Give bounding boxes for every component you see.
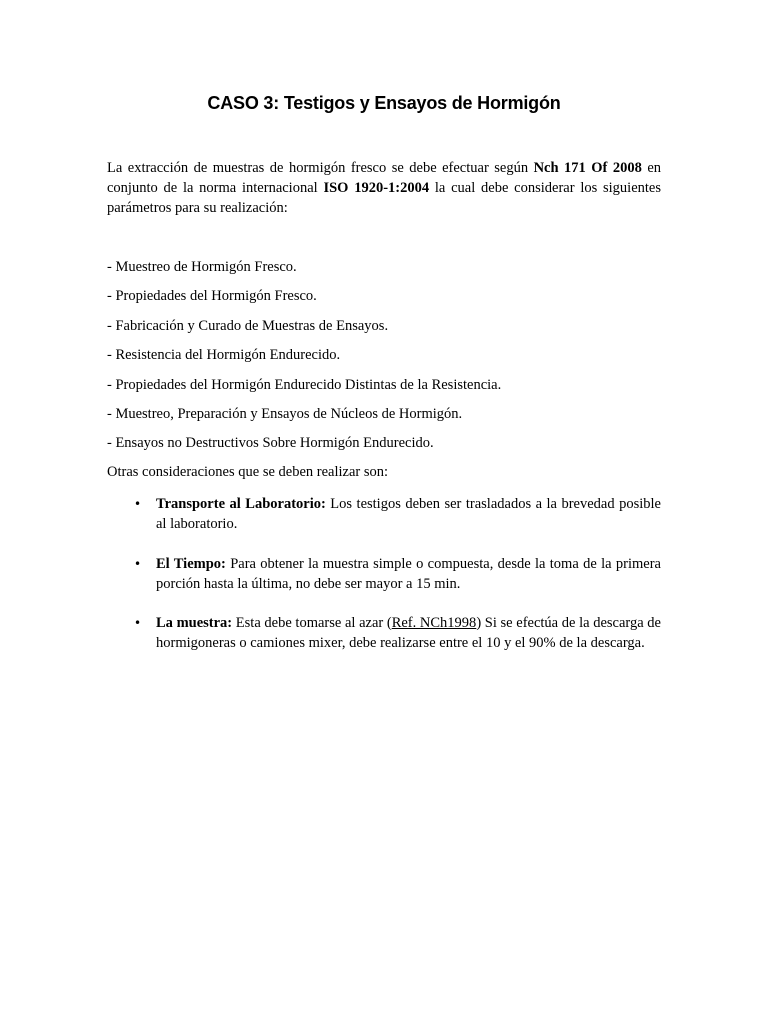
list-item: - Resistencia del Hormigón Endurecido. xyxy=(107,347,341,364)
list-item: - Ensayos no Destructivos Sobre Hormigón Endurecido. xyxy=(107,435,434,452)
list-item: - Fabricación y Curado de Muestras de Ensayos. xyxy=(107,317,389,334)
bullet-item-muestra xyxy=(107,613,661,653)
bullet-item-transporte xyxy=(107,494,661,534)
list-item: - Propiedades del Hormigón Endurecido Distintas de la Resistencia. xyxy=(107,376,502,393)
list-item: - Propiedades del Hormigón Fresco. xyxy=(107,288,317,305)
bullet-text: Los testigos deben ser trasladados a la brevedad posible al laboratorio. xyxy=(156,496,661,532)
bullet-item-tiempo xyxy=(107,554,661,594)
intro-text-1: La extracción de muestras de hormigón fresco se debe efectuar según xyxy=(107,160,534,176)
bullet-text: ) Si se efectúa de la descarga de hormigoneras o camiones mixer, debe realizarse entre el 10 y el 90% de la descarga. xyxy=(156,615,661,651)
bullet-label: Transporte al Laboratorio: xyxy=(156,496,326,512)
bullet-label: El Tiempo: xyxy=(156,556,226,572)
parameter-list xyxy=(107,257,661,463)
bullet-dot-icon: • xyxy=(134,497,142,511)
bullet-label: La muestra: xyxy=(156,615,233,631)
considerations-heading: Otras consideraciones que se deben realizar son: xyxy=(107,464,389,480)
bullet-dot-icon: • xyxy=(134,557,142,571)
reference-link[interactable]: Ref. NCh1998 xyxy=(391,615,477,631)
bullet-dot-icon: • xyxy=(134,616,142,630)
list-item: - Muestreo, Preparación y Ensayos de Núcleos de Hormigón. xyxy=(107,405,463,422)
intro-text-3: la cual debe considerar los siguientes parámetros para su realización: xyxy=(107,180,661,216)
norm-nch-171: Nch 171 Of 2008 xyxy=(533,160,642,176)
norm-iso-1920: ISO 1920-1:2004 xyxy=(323,180,430,196)
list-item: - Muestreo de Hormigón Fresco. xyxy=(107,259,297,275)
page-title: CASO 3: Testigos y Ensayos de Hormigón xyxy=(207,93,561,113)
bullet-text: Para obtener la muestra simple o compuesta, desde la toma de la primera porción hasta la última, no debe ser mayor a 15 min. xyxy=(156,556,661,592)
intro-paragraph xyxy=(107,158,661,218)
intro-text-2: en conjunto de la norma internacional xyxy=(107,160,662,196)
bullet-text: Esta debe tomarse al azar ( xyxy=(232,615,392,631)
considerations-list xyxy=(107,494,661,653)
